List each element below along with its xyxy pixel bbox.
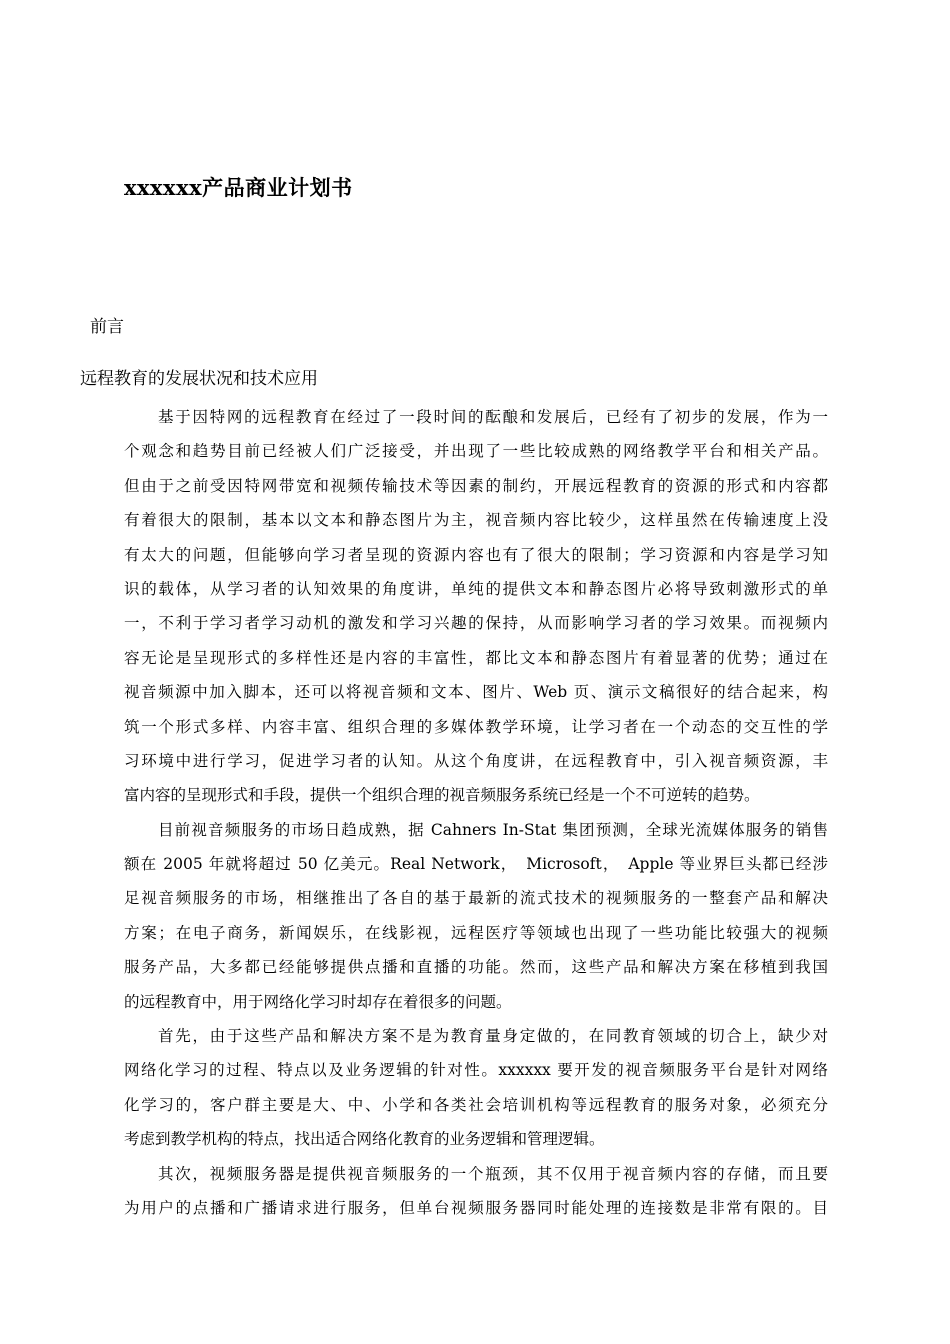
text-line: 足视音频服务的市场，相继推出了各自的基于最新的流式技术的视频服务的一整套产品和解决: [124, 889, 828, 908]
text-line: 考虑到教学机构的特点，找出适合网络化教育的业务逻辑和管理逻辑。: [124, 1130, 605, 1149]
text-line: 服务产品，大多都已经能够提供点播和直播的功能。然而，这些产品和解决方案在移植到我国: [124, 958, 828, 977]
text-line: 有太大的问题，但能够向学习者呈现的资源内容也有了很大的限制；学习资源和内容是学习知: [124, 545, 828, 564]
text-line: 富内容的呈现形式和手段，提供一个组织合理的视音频服务系统已经是一个不可逆转的趋势。: [124, 786, 760, 805]
text-line: 一，不利于学习者学习动机的激发和学习兴趣的保持，从而影响学习者的学习效果。而视频内: [124, 614, 828, 633]
preface-heading: 前言: [90, 317, 124, 337]
text-line: 首先，由于这些产品和解决方案不是为教育量身定做的，在同教育领域的切合上，缺少对: [158, 1027, 828, 1046]
body-text: [124, 400, 828, 1225]
text-line: 视音频源中加入脚本，还可以将视音频和文本、图片、Web 页、演示文稿很好的结合起来，构: [124, 683, 828, 702]
text-line: 方案；在电子商务，新闻娱乐，在线影视，远程医疗等领域也出现了一些功能比较强大的视频: [124, 923, 828, 942]
text-line: 个观念和趋势目前已经被人们广泛接受，并出现了一些比较成熟的网络教学平台和相关产品。: [124, 442, 828, 461]
text-line: 的远程教育中，用于网络化学习时却存在着很多的问题。: [124, 992, 512, 1011]
text-line: 但由于之前受因特网带宽和视频传输技术等因素的制约，开展远程教育的资源的形式和内容都: [124, 476, 828, 495]
text-line: 化学习的，客户群主要是大、中、小学和各类社会培训机构等远程教育的服务对象，必须充分: [124, 1095, 828, 1114]
text-line: 为用户的点播和广播请求进行服务，但单台视频服务器同时能处理的连接数是非常有限的。目: [124, 1198, 828, 1217]
text-line: 有着很大的限制，基本以文本和静态图片为主，视音频内容比较少，这样虽然在传输速度上没: [124, 511, 828, 530]
section-heading: 远程教育的发展状况和技术应用: [80, 369, 318, 389]
text-line: 识的载体，从学习者的认知效果的角度讲，单纯的提供文本和静态图片必将导致刺激形式的单: [124, 579, 828, 598]
text-line: 网络化学习的过程、特点以及业务逻辑的针对性。xxxxxx 要开发的视音频服务平台是针对网络: [124, 1061, 828, 1080]
document-title: xxxxxx产品商业计划书: [124, 175, 353, 200]
text-line: 目前视音频服务的市场日趋成熟，据 Cahners In-Stat 集团预测，全球光流媒体服务的销售: [158, 820, 828, 839]
text-line: 习环境中进行学习，促进学习者的认知。从这个角度讲，在远程教育中，引入视音频资源，丰: [124, 751, 828, 770]
text-line: 基于因特网的远程教育在经过了一段时间的酝酿和发展后，已经有了初步的发展，作为一: [158, 408, 828, 426]
text-line: 容无论是呈现形式的多样性还是内容的丰富性，都比文本和静态图片有着显著的优势；通过在: [124, 648, 828, 667]
text-line: 筑一个形式多样、内容丰富、组织合理的多媒体教学环境，让学习者在一个动态的交互性的学: [124, 717, 828, 736]
text-line: 额在 2005 年就将超过 50 亿美元。Real Network， Microsoft， Apple 等业界巨头都已经涉: [124, 855, 828, 874]
text-line: 其次，视频服务器是提供视音频服务的一个瓶颈，其不仅用于视音频内容的存储，而且要: [158, 1164, 828, 1183]
